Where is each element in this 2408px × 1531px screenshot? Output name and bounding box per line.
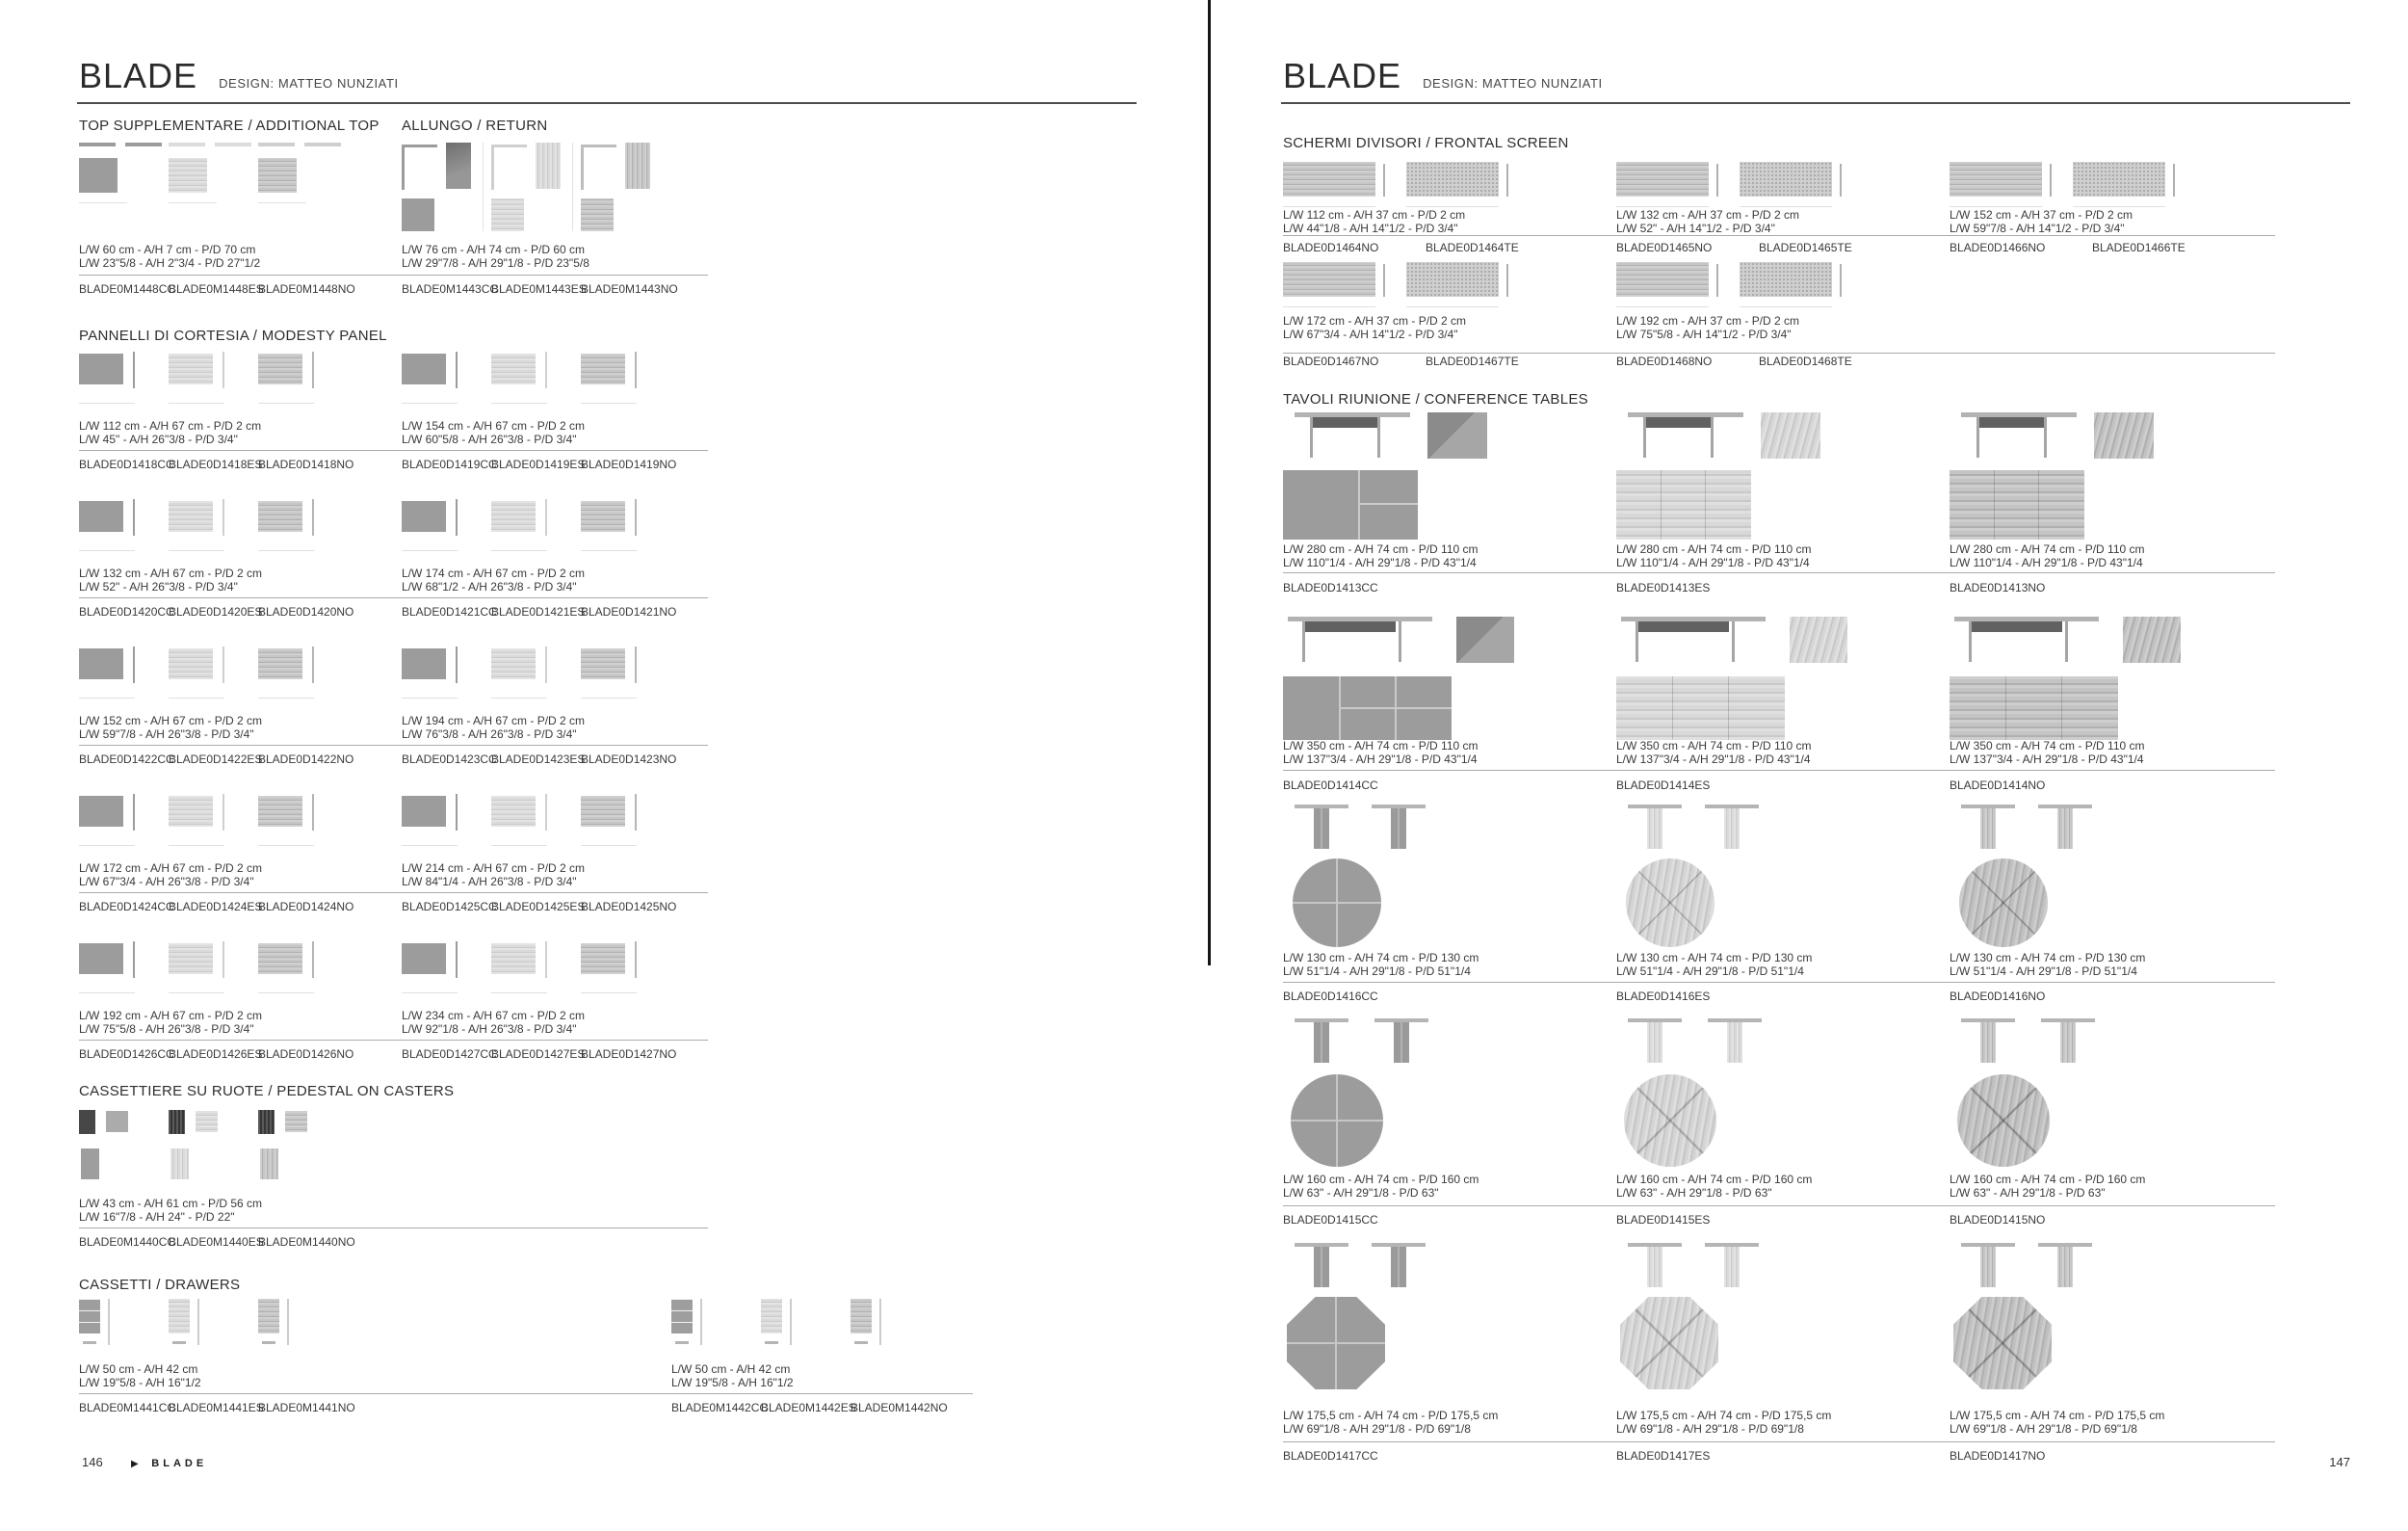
- product-code: BLADE0M1448CC: [79, 282, 176, 296]
- section-title-additional-top: TOP SUPPLEMENTARE / ADDITIONAL TOP: [79, 118, 380, 134]
- dims-metric: L/W 132 cm - A/H 37 cm - P/D 2 cm: [1616, 208, 1800, 222]
- product-code: BLADE0D1420ES: [169, 605, 263, 619]
- product-code: BLADE0D1418CC: [79, 458, 174, 471]
- dims-imperial: L/W 16"7/8 - A/H 24" - P/D 22": [79, 1210, 235, 1224]
- dims-metric: L/W 192 cm - A/H 67 cm - P/D 2 cm: [79, 1009, 263, 1022]
- rule: [79, 745, 708, 746]
- screen-thumbnail-te: [1740, 262, 1847, 310]
- product-code: BLADE0D1415ES: [1616, 1213, 1711, 1227]
- drawer-thumbnail-cc: [79, 1299, 169, 1347]
- dims-metric: L/W 76 cm - A/H 74 cm - P/D 60 cm: [402, 243, 586, 256]
- product-code: BLADE0D1414CC: [1283, 779, 1378, 792]
- designer-credit: DESIGN: MATTEO NUNZIATI: [1423, 76, 1603, 91]
- octagonal-table-diagram-no: [1950, 1243, 2181, 1402]
- product-code: BLADE0M1443NO: [581, 282, 678, 296]
- product-code: BLADE0M1442CC: [671, 1401, 769, 1414]
- drawer-thumbnail-no: [851, 1299, 940, 1347]
- product-code: BLADE0M1440CC: [79, 1235, 176, 1249]
- pedestal-thumbnail-no: [258, 1110, 348, 1187]
- page-footer-left: [82, 1455, 207, 1469]
- dims-metric: L/W 280 cm - A/H 74 cm - P/D 110 cm: [1283, 542, 1479, 556]
- product-code: BLADE0D1427ES: [491, 1047, 586, 1061]
- round-table-diagram-cc: [1283, 1018, 1514, 1173]
- dims-metric: L/W 130 cm - A/H 74 cm - P/D 130 cm: [1283, 951, 1479, 964]
- dims-imperial: L/W 44"1/8 - A/H 14"1/2 - P/D 3/4": [1283, 222, 1458, 235]
- dims-metric: L/W 50 cm - A/H 42 cm: [671, 1362, 791, 1376]
- dims-imperial: L/W 69"1/8 - A/H 29"1/8 - P/D 69"1/8: [1283, 1422, 1471, 1436]
- rule: [79, 275, 708, 276]
- rule: [1283, 770, 2275, 771]
- dims-metric: L/W 175,5 cm - A/H 74 cm - P/D 175,5 cm: [1950, 1409, 2165, 1422]
- product-code: BLADE0D1424ES: [169, 900, 263, 913]
- dims-imperial: L/W 59"7/8 - A/H 26"3/8 - P/D 3/4": [79, 727, 254, 741]
- product-code: BLADE0D1423NO: [581, 752, 677, 766]
- conference-table-diagram-es: [1616, 617, 1847, 740]
- product-code: BLADE0D1426CC: [79, 1047, 174, 1061]
- dims-metric: L/W 192 cm - A/H 37 cm - P/D 2 cm: [1616, 314, 1800, 328]
- rule: [79, 1040, 708, 1041]
- dims-metric: L/W 172 cm - A/H 37 cm - P/D 2 cm: [1283, 314, 1467, 328]
- drawer-thumbnail-es: [169, 1299, 258, 1347]
- dims-imperial: L/W 29"7/8 - A/H 29"1/8 - P/D 23"5/8: [402, 256, 589, 270]
- octagonal-table-diagram-cc: [1283, 1243, 1514, 1402]
- octagonal-table-diagram-es: [1616, 1243, 1847, 1402]
- return-thumbnail-es: [491, 143, 581, 234]
- product-code: BLADE0D1427NO: [581, 1047, 677, 1061]
- dims-metric: L/W 130 cm - A/H 74 cm - P/D 130 cm: [1950, 951, 2146, 964]
- product-code: BLADE0D1416ES: [1616, 990, 1711, 1003]
- product-code: BLADE0M1441NO: [258, 1401, 355, 1414]
- section-title-modesty-panel: PANNELLI DI CORTESIA / MODESTY PANEL: [79, 328, 387, 344]
- dims-imperial: L/W 63" - A/H 29"1/8 - P/D 63": [1616, 1186, 1772, 1200]
- product-code: BLADE0D1464NO: [1283, 241, 1379, 254]
- round-table-diagram-no: [1950, 1018, 2181, 1173]
- product-code: BLADE0D1424CC: [79, 900, 174, 913]
- product-code: BLADE0D1466TE: [2092, 241, 2186, 254]
- product-code: BLADE0D1467NO: [1283, 355, 1379, 368]
- dims-imperial: L/W 63" - A/H 29"1/8 - P/D 63": [1283, 1186, 1439, 1200]
- conference-table-diagram-no: [1950, 617, 2181, 740]
- dims-metric: L/W 350 cm - A/H 74 cm - P/D 110 cm: [1950, 739, 2145, 752]
- section-title-conference-tables: TAVOLI RIUNIONE / CONFERENCE TABLES: [1283, 391, 1588, 408]
- dims-metric: L/W 160 cm - A/H 74 cm - P/D 160 cm: [1616, 1173, 1813, 1186]
- product-code: BLADE0M1448NO: [258, 282, 355, 296]
- round-table-diagram-cc: [1283, 805, 1514, 949]
- dims-metric: L/W 234 cm - A/H 67 cm - P/D 2 cm: [402, 1009, 586, 1022]
- rule: [79, 892, 708, 893]
- dims-metric: L/W 160 cm - A/H 74 cm - P/D 160 cm: [1283, 1173, 1479, 1186]
- section-title-return: ALLUNGO / RETURN: [402, 118, 548, 134]
- conference-table-diagram-no: [1950, 412, 2181, 542]
- dims-metric: L/W 350 cm - A/H 74 cm - P/D 110 cm: [1616, 739, 1812, 752]
- conference-table-diagram-es: [1616, 412, 1847, 542]
- dims-imperial: L/W 137"3/4 - A/H 29"1/8 - P/D 43"1/4: [1283, 752, 1478, 766]
- dims-imperial: L/W 75"5/8 - A/H 14"1/2 - P/D 3/4": [1616, 328, 1792, 341]
- dims-imperial: L/W 76"3/8 - A/H 26"3/8 - P/D 3/4": [402, 727, 577, 741]
- dims-imperial: L/W 110"1/4 - A/H 29"1/8 - P/D 43"1/4: [1283, 556, 1477, 569]
- dims-metric: L/W 175,5 cm - A/H 74 cm - P/D 175,5 cm: [1283, 1409, 1499, 1422]
- round-table-diagram-no: [1950, 805, 2181, 949]
- product-code: BLADE0D1468NO: [1616, 355, 1713, 368]
- rule: [79, 450, 708, 451]
- round-table-diagram-es: [1616, 1018, 1847, 1173]
- product-code: BLADE0D1422NO: [258, 752, 354, 766]
- product-code: BLADE0D1425NO: [581, 900, 677, 913]
- product-code: BLADE0D1421CC: [402, 605, 497, 619]
- screen-thumbnail-te: [2073, 162, 2181, 210]
- page-header-left: [79, 56, 399, 96]
- dims-metric: L/W 280 cm - A/H 74 cm - P/D 110 cm: [1616, 542, 1812, 556]
- dims-metric: L/W 194 cm - A/H 67 cm - P/D 2 cm: [402, 714, 586, 727]
- product-code: BLADE0D1414ES: [1616, 779, 1711, 792]
- rule: [79, 1227, 708, 1228]
- screen-thumbnail-te: [1406, 262, 1514, 310]
- dims-metric: L/W 152 cm - A/H 37 cm - P/D 2 cm: [1950, 208, 2133, 222]
- conference-table-diagram-cc: [1283, 412, 1514, 542]
- product-code: BLADE0D1468TE: [1759, 355, 1852, 368]
- dims-metric: L/W 174 cm - A/H 67 cm - P/D 2 cm: [402, 567, 586, 580]
- dims-imperial: L/W 137"3/4 - A/H 29"1/8 - P/D 43"1/4: [1616, 752, 1811, 766]
- dims-imperial: L/W 75"5/8 - A/H 26"3/8 - P/D 3/4": [79, 1022, 254, 1036]
- dims-metric: L/W 50 cm - A/H 42 cm: [79, 1362, 198, 1376]
- product-code: BLADE0D1417NO: [1950, 1449, 2046, 1463]
- dims-metric: L/W 172 cm - A/H 67 cm - P/D 2 cm: [79, 861, 263, 875]
- pedestal-thumbnail-es: [169, 1110, 258, 1187]
- rule: [1283, 235, 2275, 236]
- product-code: BLADE0D1464TE: [1426, 241, 1519, 254]
- product-code: BLADE0D1420CC: [79, 605, 174, 619]
- product-code: BLADE0M1442ES: [761, 1401, 856, 1414]
- dims-imperial: L/W 110"1/4 - A/H 29"1/8 - P/D 43"1/4: [1616, 556, 1810, 569]
- arrow-icon: ▶: [130, 1459, 139, 1469]
- product-code: BLADE0D1425ES: [491, 900, 586, 913]
- drawer-thumbnail-es: [761, 1299, 851, 1347]
- product-code: BLADE0D1424NO: [258, 900, 354, 913]
- dims-imperial: L/W 63" - A/H 29"1/8 - P/D 63": [1950, 1186, 2106, 1200]
- product-code: BLADE0D1417ES: [1616, 1449, 1711, 1463]
- product-code: BLADE0D1413CC: [1283, 581, 1378, 594]
- drawer-thumbnail-cc: [671, 1299, 761, 1347]
- screen-thumbnail-te: [1740, 162, 1847, 210]
- additional-top-thumbnail-cc: [79, 143, 169, 210]
- header-rule: [77, 102, 1137, 104]
- dims-imperial: L/W 23"5/8 - A/H 2"3/4 - P/D 27"1/2: [79, 256, 261, 270]
- product-code: BLADE0M1442NO: [851, 1401, 948, 1414]
- dims-metric: L/W 130 cm - A/H 74 cm - P/D 130 cm: [1616, 951, 1813, 964]
- dims-metric: L/W 350 cm - A/H 74 cm - P/D 110 cm: [1283, 739, 1479, 752]
- product-code: BLADE0M1448ES: [169, 282, 264, 296]
- product-code: BLADE0D1426ES: [169, 1047, 263, 1061]
- dims-imperial: L/W 45" - A/H 26"3/8 - P/D 3/4": [79, 433, 238, 446]
- dims-metric: L/W 154 cm - A/H 67 cm - P/D 2 cm: [402, 419, 586, 433]
- dims-imperial: L/W 19"5/8 - A/H 16"1/2: [79, 1376, 201, 1389]
- rule: [1283, 982, 2275, 983]
- product-code: BLADE0M1443CC: [402, 282, 499, 296]
- product-code: BLADE0D1415CC: [1283, 1213, 1378, 1227]
- product-code: BLADE0D1415NO: [1950, 1213, 2046, 1227]
- dims-imperial: L/W 51"1/4 - A/H 29"1/8 - P/D 51"1/4: [1283, 964, 1471, 978]
- footer-brand: BLADE: [151, 1458, 208, 1469]
- dims-metric: L/W 132 cm - A/H 67 cm - P/D 2 cm: [79, 567, 263, 580]
- dims-imperial: L/W 60"5/8 - A/H 26"3/8 - P/D 3/4": [402, 433, 577, 446]
- dims-imperial: L/W 51"1/4 - A/H 29"1/8 - P/D 51"1/4: [1616, 964, 1804, 978]
- product-code: BLADE0D1466NO: [1950, 241, 2046, 254]
- rule: [79, 1393, 973, 1394]
- product-code: BLADE0D1419ES: [491, 458, 586, 471]
- product-code: BLADE0D1423CC: [402, 752, 497, 766]
- header-rule: [1281, 102, 2350, 104]
- collection-title: BLADE: [79, 56, 198, 95]
- product-code: BLADE0M1440ES: [169, 1235, 264, 1249]
- drawer-thumbnail-no: [258, 1299, 348, 1347]
- dims-imperial: L/W 92"1/8 - A/H 26"3/8 - P/D 3/4": [402, 1022, 577, 1036]
- product-code: BLADE0D1421NO: [581, 605, 677, 619]
- dims-imperial: L/W 69"1/8 - A/H 29"1/8 - P/D 69"1/8: [1950, 1422, 2137, 1436]
- product-code: BLADE0D1465TE: [1759, 241, 1852, 254]
- product-code: BLADE0D1419CC: [402, 458, 497, 471]
- dims-imperial: L/W 52" - A/H 14"1/2 - P/D 3/4": [1616, 222, 1775, 235]
- rule: [1283, 353, 2275, 354]
- additional-top-thumbnail-es: [169, 143, 258, 210]
- section-title-frontal-screen: SCHERMI DIVISORI / FRONTAL SCREEN: [1283, 135, 1569, 151]
- dims-metric: L/W 280 cm - A/H 74 cm - P/D 110 cm: [1950, 542, 2145, 556]
- section-title-pedestal: CASSETTIERE SU RUOTE / PEDESTAL ON CASTERS: [79, 1083, 455, 1099]
- dims-imperial: L/W 51"1/4 - A/H 29"1/8 - P/D 51"1/4: [1950, 964, 2137, 978]
- page-footer-right: [2292, 1455, 2350, 1469]
- product-code: BLADE0D1425CC: [402, 900, 497, 913]
- page-number: 146: [82, 1455, 103, 1469]
- product-code: BLADE0D1418ES: [169, 458, 263, 471]
- designer-credit: DESIGN: MATTEO NUNZIATI: [219, 76, 399, 91]
- product-code: BLADE0D1413NO: [1950, 581, 2046, 594]
- product-code: BLADE0D1423ES: [491, 752, 586, 766]
- product-code: BLADE0D1417CC: [1283, 1449, 1378, 1463]
- product-code: BLADE0D1421ES: [491, 605, 586, 619]
- dims-imperial: L/W 110"1/4 - A/H 29"1/8 - P/D 43"1/4: [1950, 556, 2143, 569]
- dims-metric: L/W 152 cm - A/H 67 cm - P/D 2 cm: [79, 714, 263, 727]
- dims-imperial: L/W 67"3/4 - A/H 26"3/8 - P/D 3/4": [79, 875, 254, 888]
- collection-title: BLADE: [1283, 56, 1402, 95]
- dims-metric: L/W 60 cm - A/H 7 cm - P/D 70 cm: [79, 243, 256, 256]
- product-code: BLADE0D1422ES: [169, 752, 263, 766]
- dims-imperial: L/W 69"1/8 - A/H 29"1/8 - P/D 69"1/8: [1616, 1422, 1804, 1436]
- product-code: BLADE0D1465NO: [1616, 241, 1713, 254]
- page-header-right: [1283, 56, 1603, 96]
- product-code: BLADE0M1441ES: [169, 1401, 264, 1414]
- product-code: BLADE0M1441CC: [79, 1401, 176, 1414]
- pedestal-thumbnail-cc: [79, 1110, 169, 1187]
- dims-metric: L/W 160 cm - A/H 74 cm - P/D 160 cm: [1950, 1173, 2146, 1186]
- dims-imperial: L/W 52" - A/H 26"3/8 - P/D 3/4": [79, 580, 238, 594]
- product-code: BLADE0D1427CC: [402, 1047, 497, 1061]
- dims-imperial: L/W 68"1/2 - A/H 26"3/8 - P/D 3/4": [402, 580, 577, 594]
- dims-metric: L/W 112 cm - A/H 37 cm - P/D 2 cm: [1283, 208, 1466, 222]
- rule: [79, 597, 708, 598]
- product-code: BLADE0D1418NO: [258, 458, 354, 471]
- product-code: BLADE0D1422CC: [79, 752, 174, 766]
- dims-metric: L/W 112 cm - A/H 67 cm - P/D 2 cm: [79, 419, 262, 433]
- dims-imperial: L/W 137"3/4 - A/H 29"1/8 - P/D 43"1/4: [1950, 752, 2144, 766]
- product-code: BLADE0D1414NO: [1950, 779, 2046, 792]
- product-code: BLADE0D1416CC: [1283, 990, 1378, 1003]
- screen-thumbnail-te: [1406, 162, 1514, 210]
- product-code: BLADE0D1413ES: [1616, 581, 1711, 594]
- dims-imperial: L/W 59"7/8 - A/H 14"1/2 - P/D 3/4": [1950, 222, 2125, 235]
- product-code: BLADE0D1416NO: [1950, 990, 2046, 1003]
- dims-metric: L/W 175,5 cm - A/H 74 cm - P/D 175,5 cm: [1616, 1409, 1832, 1422]
- dims-imperial: L/W 19"5/8 - A/H 16"1/2: [671, 1376, 794, 1389]
- return-thumbnail-cc: [402, 143, 491, 234]
- product-code: BLADE0M1443ES: [491, 282, 587, 296]
- dims-metric: L/W 214 cm - A/H 67 cm - P/D 2 cm: [402, 861, 586, 875]
- product-code: BLADE0M1440NO: [258, 1235, 355, 1249]
- rule: [1283, 572, 2275, 573]
- section-title-drawers: CASSETTI / DRAWERS: [79, 1277, 241, 1293]
- rule: [1283, 1441, 2275, 1442]
- rule: [1283, 1205, 2275, 1206]
- product-code: BLADE0D1420NO: [258, 605, 354, 619]
- conference-table-diagram-cc: [1283, 617, 1514, 740]
- dims-metric: L/W 43 cm - A/H 61 cm - P/D 56 cm: [79, 1197, 263, 1210]
- page-gutter-divider: [1208, 0, 1211, 965]
- additional-top-thumbnail-no: [258, 143, 348, 210]
- dims-imperial: L/W 67"3/4 - A/H 14"1/2 - P/D 3/4": [1283, 328, 1458, 341]
- product-code: BLADE0D1467TE: [1426, 355, 1519, 368]
- product-code: BLADE0D1419NO: [581, 458, 677, 471]
- product-code: BLADE0D1426NO: [258, 1047, 354, 1061]
- dims-imperial: L/W 84"1/4 - A/H 26"3/8 - P/D 3/4": [402, 875, 577, 888]
- round-table-diagram-es: [1616, 805, 1847, 949]
- return-thumbnail-no: [581, 143, 670, 234]
- page-number: 147: [2329, 1455, 2350, 1469]
